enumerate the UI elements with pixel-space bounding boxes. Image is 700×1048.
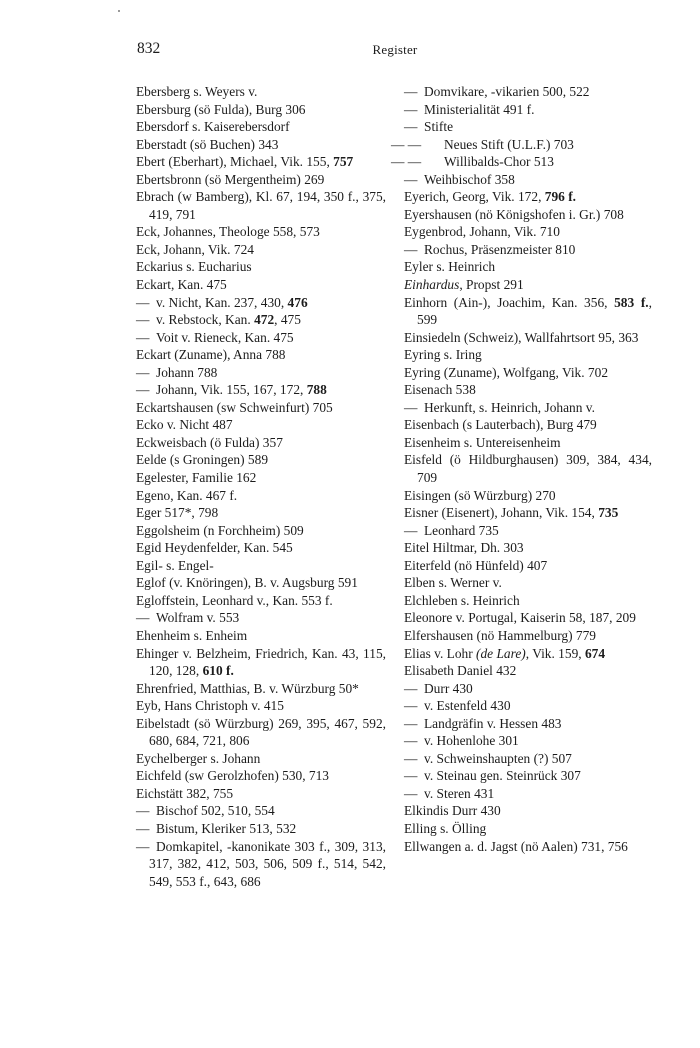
index-entry <box>404 83 652 101</box>
dash-marker: — <box>404 785 418 801</box>
entry-text: Eitel Hiltmar, Dh. 303 <box>404 540 524 556</box>
dash-marker: — <box>404 768 418 784</box>
dash-marker: — <box>404 522 418 538</box>
index-entry <box>404 241 652 259</box>
entry-text: Voit v. Rieneck, Kan. 475 <box>156 329 294 345</box>
entry-text: Ebersburg (sö Fulda), Burg 306 <box>136 101 306 117</box>
index-entry <box>404 574 652 592</box>
dash-marker: — — <box>391 136 422 152</box>
entry-text: Egelester, Familie 162 <box>136 470 257 486</box>
index-entry <box>136 838 386 891</box>
entry-text: Eckart (Zuname), Anna 788 <box>136 347 286 363</box>
entry-text: Eibelstadt (sö Würzburg) 269, 395, 467, 592, 680, 684, 721, 806 <box>136 715 386 749</box>
index-entry <box>404 557 652 575</box>
index-entry <box>136 399 386 417</box>
index-entry <box>404 118 652 136</box>
entry-text: Eisfeld (ö Hildburghausen) 309, 384, 434, 709 <box>404 452 652 486</box>
dash-marker: — <box>404 399 418 415</box>
index-entry <box>404 451 652 486</box>
entry-text: Eckarius s. Eucharius <box>136 259 252 275</box>
index-entry <box>404 258 652 276</box>
index-entry <box>404 802 652 820</box>
entry-text: Bistum, Kleriker 513, 532 <box>156 820 297 836</box>
dash-marker: — <box>404 241 418 257</box>
entry-text: Eyerich, Georg, Vik. 172, <box>404 189 545 205</box>
entry-text: Elben s. Werner v. <box>404 575 502 591</box>
entry-text: , 599 <box>417 294 652 328</box>
index-entry <box>136 645 386 680</box>
dash-marker: — <box>136 820 150 836</box>
entry-text: Ministerialität 491 f. <box>424 101 535 117</box>
index-entry <box>136 487 386 505</box>
entry-text: Eyb, Hans Christoph v. 415 <box>136 698 284 714</box>
entry-text: Neues Stift (U.L.F.) 703 <box>444 136 574 152</box>
index-entry <box>136 574 386 592</box>
page-number: 832 <box>137 40 161 57</box>
index-entry <box>136 680 386 698</box>
index-entry <box>404 294 652 329</box>
entry-text: Ellwangen a. d. Jagst (nö Aalen) 731, 756 <box>404 838 628 854</box>
entry-text: Eyershausen (nö Königshofen i. Gr.) 708 <box>404 206 624 222</box>
dash-marker: — <box>404 101 418 117</box>
entry-text: Elisabeth Daniel 432 <box>404 663 517 679</box>
entry-text: Elias v. Lohr <box>404 645 477 661</box>
entry-text: Eck, Johannes, Theologe 558, 573 <box>136 224 320 240</box>
index-entry <box>136 504 386 522</box>
index-entry <box>136 118 386 136</box>
entry-text: Eelde (s Groningen) 589 <box>136 452 269 468</box>
entry-text: (de Lare) <box>476 645 526 661</box>
index-entry <box>136 802 386 820</box>
entry-text: Egloffstein, Leonhard v., Kan. 553 f. <box>136 592 333 608</box>
entry-text: , Vik. 159, <box>525 645 585 661</box>
index-entry <box>404 697 652 715</box>
entry-text: 796 f. <box>544 189 577 205</box>
dash-marker: — <box>404 750 418 766</box>
index-entry <box>404 750 652 768</box>
entry-text: Eichfeld (sw Gerolzhofen) 530, 713 <box>136 768 329 784</box>
index-entry <box>136 364 386 382</box>
index-entry <box>404 416 652 434</box>
entry-text: Egeno, Kan. 467 f. <box>136 487 238 503</box>
entry-text: Einhorn (Ain-), Joachim, Kan. 356, <box>404 294 615 310</box>
index-entry <box>404 188 652 206</box>
entry-text: Domkapitel, -kanonikate 303 f., 309, 313, 317, 382, 412, 503, 506, 509 f., 514, 542, 549, 553 f., 643, 686 <box>149 838 386 889</box>
entry-text: Eisner (Eisenert), Johann, Vik. 154, <box>404 505 599 521</box>
entry-text: Ebertsbronn (sö Mergentheim) 269 <box>136 171 325 187</box>
index-entry <box>136 276 386 294</box>
index-entry <box>404 732 652 750</box>
index-entry <box>404 276 652 294</box>
index-entry <box>136 101 386 119</box>
dash-marker: — <box>404 715 418 731</box>
entry-text: Eyring s. Iring <box>404 347 482 363</box>
entry-text: Johann 788 <box>156 364 218 380</box>
entry-text: , Propst 291 <box>459 277 524 293</box>
entry-text: Eberstadt (sö Buchen) 343 <box>136 136 279 152</box>
index-entry <box>136 522 386 540</box>
entry-text: Eygenbrod, Johann, Vik. 710 <box>404 224 560 240</box>
dash-marker: — <box>404 84 418 99</box>
index-entry <box>404 680 652 698</box>
entry-text: Eckweisbach (ö Fulda) 357 <box>136 434 283 450</box>
index-entry <box>136 785 386 803</box>
entry-text: Elfershausen (nö Hammelburg) 779 <box>404 627 597 643</box>
index-entry <box>136 188 386 223</box>
entry-text: 757 <box>333 154 354 170</box>
index-entry <box>404 820 652 838</box>
entry-text: 583 f. <box>614 294 649 310</box>
dash-marker: — <box>404 119 418 135</box>
index-entry <box>391 136 652 154</box>
index-entry <box>404 715 652 733</box>
dash-marker: — — <box>391 154 422 170</box>
entry-text: Eyler s. Heinrich <box>404 259 496 275</box>
entry-text: Ehenheim s. Enheim <box>136 627 248 643</box>
index-entry <box>404 434 652 452</box>
index-entry <box>404 346 652 364</box>
dash-marker: — <box>404 698 418 714</box>
index-entry <box>404 645 652 663</box>
dash-marker: — <box>404 171 418 187</box>
entry-text: Ebersberg s. Weyers v. <box>136 84 258 99</box>
entry-text: v. Steinau gen. Steinrück 307 <box>424 768 581 784</box>
index-entry <box>136 223 386 241</box>
index-entry <box>136 820 386 838</box>
entry-text: Eger 517*, 798 <box>136 505 219 521</box>
dash-marker: — <box>136 329 150 345</box>
index-entry <box>136 153 386 171</box>
scan-speck <box>118 10 120 12</box>
entry-text: Eglof (v. Knöringen), B. v. Augsburg 591 <box>136 575 358 591</box>
index-entry <box>136 416 386 434</box>
index-entry <box>136 83 386 101</box>
index-entry <box>404 171 652 189</box>
index-entry <box>404 785 652 803</box>
entry-text: 788 <box>306 382 327 398</box>
index-entry <box>136 592 386 610</box>
index-entry <box>404 539 652 557</box>
index-entry <box>404 592 652 610</box>
index-entry <box>404 487 652 505</box>
index-entry <box>136 539 386 557</box>
dash-marker: — <box>136 610 150 626</box>
dash-marker: — <box>136 312 150 328</box>
index-entry <box>136 381 386 399</box>
index-entry <box>404 399 652 417</box>
entry-text: 735 <box>598 505 619 521</box>
index-entry <box>136 346 386 364</box>
entry-text: Stifte <box>424 119 454 135</box>
index-entry <box>404 627 652 645</box>
entry-text: Egil- s. Engel- <box>136 557 214 573</box>
entry-text: Eyring (Zuname), Wolfgang, Vik. 702 <box>404 364 609 380</box>
index-entry <box>136 311 386 329</box>
index-entry <box>136 258 386 276</box>
entry-text: , 475 <box>274 312 301 328</box>
index-entry <box>136 750 386 768</box>
entry-text: 610 f. <box>202 663 234 679</box>
dash-marker: — <box>136 294 150 310</box>
index-entry <box>404 522 652 540</box>
entry-text: Elkindis Durr 430 <box>404 803 501 819</box>
dash-marker: — <box>136 364 150 380</box>
index-entry <box>136 715 386 750</box>
index-entry <box>136 767 386 785</box>
entry-text: Elling s. Ölling <box>404 820 487 836</box>
entry-text: 476 <box>287 294 308 310</box>
index-column-right <box>391 83 652 855</box>
dash-marker: — <box>136 803 150 819</box>
entry-text: Eck, Johann, Vik. 724 <box>136 241 254 257</box>
entry-text: Einhardus <box>404 277 460 293</box>
entry-text: Eckart, Kan. 475 <box>136 277 227 293</box>
index-entry <box>136 136 386 154</box>
index-entry <box>136 434 386 452</box>
entry-text: Ehrenfried, Matthias, B. v. Würzburg 50* <box>136 680 359 696</box>
entry-text: Domvikare, -vikarien 500, 522 <box>424 84 590 99</box>
index-entry <box>391 153 652 171</box>
index-entry <box>404 101 652 119</box>
index-entry <box>404 609 652 627</box>
index-entry <box>136 697 386 715</box>
entry-text: Johann, Vik. 155, 167, 172, <box>156 382 307 398</box>
entry-text: v. Estenfeld 430 <box>424 698 511 714</box>
entry-text: Einsiedeln (Schweiz), Wallfahrtsort 95, 363 <box>404 329 639 345</box>
entry-text: Willibalds-Chor 513 <box>444 154 554 170</box>
index-entry <box>404 838 652 856</box>
entry-text: Leonhard 735 <box>424 522 499 538</box>
entry-text: Rochus, Präsenzmeister 810 <box>424 241 576 257</box>
entry-text: Ebert (Eberhart), Michael, Vik. 155, <box>136 154 334 170</box>
index-entry <box>404 504 652 522</box>
entry-text: Durr 430 <box>424 680 473 696</box>
index-entry <box>136 557 386 575</box>
entry-text: Eisingen (sö Würzburg) 270 <box>404 487 556 503</box>
entry-text: v. Rebstock, Kan. <box>156 312 255 328</box>
index-entry <box>404 662 652 680</box>
dash-marker: — <box>404 680 418 696</box>
index-entry <box>136 609 386 627</box>
entry-text: Eisenach 538 <box>404 382 476 398</box>
dash-marker: — <box>136 838 150 854</box>
entry-text: v. Hohenlohe 301 <box>424 733 519 749</box>
entry-text: v. Steren 431 <box>424 785 495 801</box>
entry-text: Eckartshausen (sw Schweinfurt) 705 <box>136 399 333 415</box>
entry-text: Eggolsheim (n Forchheim) 509 <box>136 522 304 538</box>
entry-text: Herkunft, s. Heinrich, Johann v. <box>424 399 595 415</box>
entry-text: Eisenheim s. Untereisenheim <box>404 434 561 450</box>
entry-text: 472 <box>254 312 275 328</box>
entry-text: Ebrach (w Bamberg), Kl. 67, 194, 350 f., 375, 419, 791 <box>136 189 386 222</box>
index-column-left <box>136 83 386 890</box>
index-entry <box>136 171 386 189</box>
entry-text: Elchleben s. Heinrich <box>404 592 520 608</box>
dash-marker: — <box>136 382 150 398</box>
entry-text: v. Schweinshaupten (?) 507 <box>424 750 572 766</box>
index-entry <box>404 223 652 241</box>
entry-text: Eychelberger s. Johann <box>136 750 261 766</box>
entry-text: Ehinger v. Belzheim, Friedrich, Kan. 43, 115, 120, 128, <box>136 645 386 679</box>
index-entry <box>404 381 652 399</box>
dash-marker: — <box>404 733 418 749</box>
running-head: Register <box>372 42 418 57</box>
entry-text: Wolfram v. 553 <box>156 610 240 626</box>
index-entry <box>404 364 652 382</box>
entry-text: Egid Heydenfelder, Kan. 545 <box>136 540 293 556</box>
entry-text: Ebersdorf s. Kaiserebersdorf <box>136 119 290 135</box>
entry-text: Eichstätt 382, 755 <box>136 785 234 801</box>
index-entry <box>404 767 652 785</box>
entry-text: Ecko v. Nicht 487 <box>136 417 233 433</box>
index-entry <box>136 469 386 487</box>
entry-text: v. Nicht, Kan. 237, 430, <box>156 294 288 310</box>
entry-text: Eiterfeld (nö Hünfeld) 407 <box>404 557 548 573</box>
index-entry <box>136 451 386 469</box>
index-entry <box>404 206 652 224</box>
entry-text: Eleonore v. Portugal, Kaiserin 58, 187, 209 <box>404 610 636 626</box>
entry-text: Bischof 502, 510, 554 <box>156 803 275 819</box>
index-entry <box>136 294 386 312</box>
entry-text: Eisenbach (s Lauterbach), Burg 479 <box>404 417 597 433</box>
entry-text: 674 <box>584 645 606 661</box>
entry-text: Landgräfin v. Hessen 483 <box>424 715 562 731</box>
entry-text: Weihbischof 358 <box>424 171 515 187</box>
index-entry <box>136 241 386 259</box>
index-entry <box>136 329 386 347</box>
index-entry <box>404 329 652 347</box>
index-entry <box>136 627 386 645</box>
